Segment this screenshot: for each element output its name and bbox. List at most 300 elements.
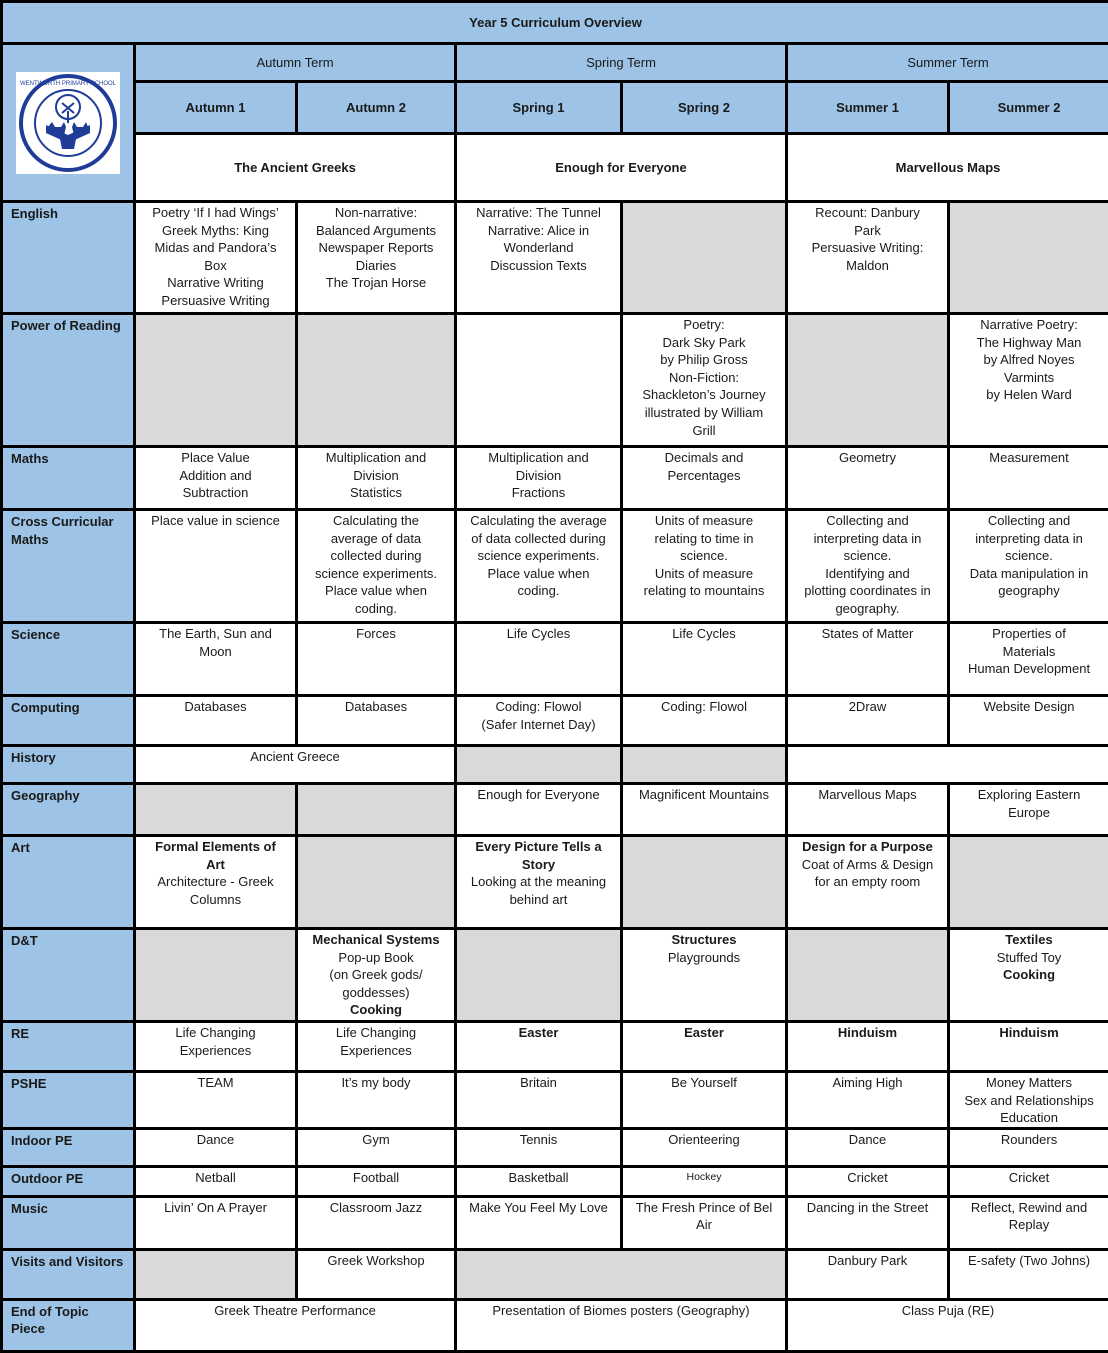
cell-line: Units of measure — [627, 565, 781, 583]
content-cell — [456, 314, 622, 447]
school-crest-icon — [18, 73, 118, 173]
content-cell — [622, 447, 787, 510]
content-cell — [135, 1166, 297, 1196]
subject-label: Computing — [2, 696, 135, 746]
cell-line: coding. — [302, 600, 450, 618]
cell-line: Balanced Arguments — [302, 222, 450, 240]
subject-row — [2, 202, 1108, 314]
cell-line: Division — [302, 467, 450, 485]
cell-line: Poetry ‘If I had Wings’ — [140, 204, 291, 222]
subject-label: English — [2, 202, 135, 314]
content-cell — [622, 510, 787, 623]
empty-cell — [622, 836, 787, 929]
content-cell — [787, 447, 949, 510]
cell-line: Education — [954, 1109, 1104, 1127]
content-cell — [135, 1128, 297, 1166]
cell-line: Place Value — [140, 449, 291, 467]
cell-line: Calculating the average — [461, 512, 616, 530]
content-cell — [949, 1022, 1108, 1072]
subject-row — [2, 1299, 1108, 1351]
cell-line: Architecture - Greek — [140, 873, 291, 891]
content-cell — [949, 447, 1108, 510]
cell-line: geography. — [792, 600, 943, 618]
content-cell — [787, 1249, 949, 1299]
content-cell — [297, 1249, 456, 1299]
empty-cell — [135, 314, 297, 447]
cell-line: Narrative: Alice in — [461, 222, 616, 240]
empty-cell — [456, 746, 622, 784]
cell-line: Marvellous Maps — [792, 786, 943, 804]
cell-line: Addition and — [140, 467, 291, 485]
subject-row — [2, 447, 1108, 510]
content-cell — [456, 1072, 622, 1129]
content-cell — [622, 1022, 787, 1072]
cell-line: Cricket — [792, 1169, 943, 1187]
subject-label: History — [2, 746, 135, 784]
cell-line: science. — [954, 547, 1104, 565]
term-row — [2, 44, 1108, 82]
cell-line: Ancient Greece — [140, 748, 450, 766]
content-cell — [135, 696, 297, 746]
cell-line: Collecting and — [792, 512, 943, 530]
cell-line: Be Yourself — [627, 1074, 781, 1092]
content-cell — [787, 1128, 949, 1166]
cell-line: Experiences — [302, 1042, 450, 1060]
content-cell — [787, 784, 949, 836]
cell-line: by Alfred Noyes — [954, 351, 1104, 369]
cell-line: The Trojan Horse — [302, 274, 450, 292]
content-cell — [949, 696, 1108, 746]
empty-cell — [297, 784, 456, 836]
content-cell — [949, 623, 1108, 696]
svg-text:WENTWORTH PRIMARY SCHOOL: WENTWORTH PRIMARY SCHOOL — [20, 81, 117, 87]
cell-line: relating to mountains — [627, 582, 781, 600]
school-logo — [16, 72, 120, 174]
cell-line: Textiles — [954, 931, 1104, 949]
subject-row — [2, 1022, 1108, 1072]
topic-autumn: The Ancient Greeks — [135, 134, 456, 202]
cell-line: Varmints — [954, 369, 1104, 387]
cell-line: Park — [792, 222, 943, 240]
subject-row — [2, 929, 1108, 1022]
content-cell — [297, 1166, 456, 1196]
content-cell — [787, 202, 949, 314]
half-summer-1: Summer 1 — [787, 82, 949, 134]
cell-line: Mechanical Systems — [302, 931, 450, 949]
term-spring: Spring Term — [456, 44, 787, 82]
cell-line: Poetry: — [627, 316, 781, 334]
cell-line: Structures — [627, 931, 781, 949]
cell-line: The Fresh Prince of Bel — [627, 1199, 781, 1217]
cell-line: Rounders — [954, 1131, 1104, 1149]
content-cell — [787, 1196, 949, 1249]
cell-line: interpreting data in — [954, 530, 1104, 548]
cell-line: Greek Theatre Performance — [140, 1302, 450, 1320]
content-cell — [297, 929, 456, 1022]
empty-cell — [456, 1249, 787, 1299]
cell-line: Cooking — [302, 1001, 450, 1019]
content-cell — [622, 1128, 787, 1166]
cell-line: E-safety (Two Johns) — [954, 1252, 1104, 1270]
cell-line: plotting coordinates in — [792, 582, 943, 600]
content-cell — [949, 1249, 1108, 1299]
cell-line: Air — [627, 1216, 781, 1234]
content-cell — [135, 746, 456, 784]
cell-line: Multiplication and — [302, 449, 450, 467]
empty-cell — [297, 314, 456, 447]
cell-line: Europe — [954, 804, 1104, 822]
content-cell — [787, 1072, 949, 1129]
cell-line: Subtraction — [140, 484, 291, 502]
subject-label: End of Topic Piece — [2, 1299, 135, 1351]
content-cell — [456, 1166, 622, 1196]
content-cell — [787, 696, 949, 746]
content-cell — [622, 696, 787, 746]
cell-line: Measurement — [954, 449, 1104, 467]
cell-line: Life Changing — [140, 1024, 291, 1042]
cell-line: Cricket — [954, 1169, 1104, 1187]
content-cell — [456, 510, 622, 623]
cell-line: Decimals and — [627, 449, 781, 467]
empty-cell — [456, 929, 622, 1022]
empty-cell — [949, 202, 1108, 314]
content-cell — [622, 1072, 787, 1129]
term-summer: Summer Term — [787, 44, 1108, 82]
cell-line: Britain — [461, 1074, 616, 1092]
cell-line: average of data — [302, 530, 450, 548]
cell-line: Discussion Texts — [461, 257, 616, 275]
content-cell — [949, 784, 1108, 836]
cell-line: Hockey — [627, 1169, 781, 1187]
cell-line: Columns — [140, 891, 291, 909]
half-spring-1: Spring 1 — [456, 82, 622, 134]
cell-line: Narrative: The Tunnel — [461, 204, 616, 222]
subject-row — [2, 1072, 1108, 1129]
content-cell — [456, 1128, 622, 1166]
cell-line: Football — [302, 1169, 450, 1187]
content-cell — [297, 1072, 456, 1129]
content-cell — [622, 1166, 787, 1196]
cell-line: Materials — [954, 643, 1104, 661]
content-cell — [297, 623, 456, 696]
cell-line: Dark Sky Park — [627, 334, 781, 352]
cell-line: Newspaper Reports — [302, 239, 450, 257]
content-cell — [135, 447, 297, 510]
content-cell — [297, 1128, 456, 1166]
cell-line: Databases — [140, 698, 291, 716]
cell-line: Replay — [954, 1216, 1104, 1234]
subject-label: PSHE — [2, 1072, 135, 1129]
cell-line: Classroom Jazz — [302, 1199, 450, 1217]
cell-line: Dance — [792, 1131, 943, 1149]
cell-line: geography — [954, 582, 1104, 600]
cell-line: Narrative Poetry: — [954, 316, 1104, 334]
cell-line: The Highway Man — [954, 334, 1104, 352]
subject-row — [2, 623, 1108, 696]
content-cell — [297, 202, 456, 314]
cell-line: science experiments. — [461, 547, 616, 565]
cell-line: interpreting data in — [792, 530, 943, 548]
subject-label: Power of Reading — [2, 314, 135, 447]
empty-cell — [135, 1249, 297, 1299]
cell-line: by Philip Gross — [627, 351, 781, 369]
cell-line: TEAM — [140, 1074, 291, 1092]
empty-cell — [622, 202, 787, 314]
subject-label: Visits and Visitors — [2, 1249, 135, 1299]
cell-line: Orienteering — [627, 1131, 781, 1149]
content-cell — [456, 1196, 622, 1249]
cell-line: Maldon — [792, 257, 943, 275]
cell-line: Fractions — [461, 484, 616, 502]
subject-label: Science — [2, 623, 135, 696]
cell-line: Diaries — [302, 257, 450, 275]
cell-line: Recount: Danbury — [792, 204, 943, 222]
cell-line: collected during — [302, 547, 450, 565]
cell-line: Playgrounds — [627, 949, 781, 967]
subject-label: Geography — [2, 784, 135, 836]
half-term-row — [2, 82, 1108, 134]
empty-cell — [135, 784, 297, 836]
cell-line: Design for a Purpose — [792, 838, 943, 856]
term-autumn: Autumn Term — [135, 44, 456, 82]
cell-line: Persuasive Writing — [140, 292, 291, 310]
content-cell — [949, 1196, 1108, 1249]
content-cell — [949, 1166, 1108, 1196]
cell-line: Website Design — [954, 698, 1104, 716]
cell-line: Class Puja (RE) — [792, 1302, 1104, 1320]
cell-line: Sex and Relationships — [954, 1092, 1104, 1110]
cell-line: Non-Fiction: — [627, 369, 781, 387]
cell-line: Life Cycles — [627, 625, 781, 643]
cell-line: Easter — [627, 1024, 781, 1042]
content-cell — [787, 746, 1108, 784]
cell-line: Wonderland — [461, 239, 616, 257]
subject-label: Music — [2, 1196, 135, 1249]
cell-line: Hinduism — [792, 1024, 943, 1042]
half-autumn-1: Autumn 1 — [135, 82, 297, 134]
cell-line: (on Greek gods/ — [302, 966, 450, 984]
content-cell — [135, 1072, 297, 1129]
content-cell — [456, 784, 622, 836]
content-cell — [787, 1166, 949, 1196]
cell-line: Grill — [627, 422, 781, 440]
cell-line: It’s my body — [302, 1074, 450, 1092]
cell-line: Place value in science — [140, 512, 291, 530]
content-cell — [135, 836, 297, 929]
content-cell — [456, 1022, 622, 1072]
cell-line: Dancing in the Street — [792, 1199, 943, 1217]
subject-label: Cross Curricular Maths — [2, 510, 135, 623]
content-cell — [787, 510, 949, 623]
content-cell — [949, 314, 1108, 447]
content-cell — [949, 929, 1108, 1022]
title-row — [2, 2, 1108, 44]
cell-line: science experiments. — [302, 565, 450, 583]
cell-line: Life Changing — [302, 1024, 450, 1042]
cell-line: Enough for Everyone — [461, 786, 616, 804]
subject-row — [2, 314, 1108, 447]
subject-row — [2, 1249, 1108, 1299]
cell-line: relating to time in — [627, 530, 781, 548]
content-cell — [456, 836, 622, 929]
subject-row — [2, 1166, 1108, 1196]
content-cell — [456, 623, 622, 696]
cell-line: goddesses) — [302, 984, 450, 1002]
cell-line: Units of measure — [627, 512, 781, 530]
cell-line: Statistics — [302, 484, 450, 502]
cell-line: The Earth, Sun and — [140, 625, 291, 643]
subject-row — [2, 836, 1108, 929]
content-cell — [949, 1072, 1108, 1129]
cell-line: for an empty room — [792, 873, 943, 891]
cell-line: Division — [461, 467, 616, 485]
subject-row — [2, 1196, 1108, 1249]
empty-cell — [787, 314, 949, 447]
cell-line: (Safer Internet Day) — [461, 716, 616, 734]
content-cell — [622, 929, 787, 1022]
half-spring-2: Spring 2 — [622, 82, 787, 134]
content-cell — [456, 696, 622, 746]
cell-line: Multiplication and — [461, 449, 616, 467]
topic-summer: Marvellous Maps — [787, 134, 1108, 202]
cell-line: science. — [627, 547, 781, 565]
cell-line: Basketball — [461, 1169, 616, 1187]
subject-row — [2, 746, 1108, 784]
cell-line: science. — [792, 547, 943, 565]
content-cell — [135, 510, 297, 623]
cell-line: Properties of — [954, 625, 1104, 643]
cell-line: of data collected during — [461, 530, 616, 548]
cell-line: Coding: Flowol — [461, 698, 616, 716]
content-cell — [297, 1022, 456, 1072]
empty-cell — [135, 929, 297, 1022]
cell-line: Stuffed Toy — [954, 949, 1104, 967]
content-cell — [297, 447, 456, 510]
cell-line: Presentation of Biomes posters (Geography) — [461, 1302, 781, 1320]
cell-line: Magnificent Mountains — [627, 786, 781, 804]
subject-label: RE — [2, 1022, 135, 1072]
logo-cell — [2, 44, 135, 202]
cell-line: Exploring Eastern — [954, 786, 1104, 804]
subject-row — [2, 696, 1108, 746]
content-cell — [297, 510, 456, 623]
cell-line: Tennis — [461, 1131, 616, 1149]
empty-cell — [949, 836, 1108, 929]
content-cell — [456, 1299, 787, 1351]
half-summer-2: Summer 2 — [949, 82, 1108, 134]
content-cell — [622, 784, 787, 836]
cell-line: Gym — [302, 1131, 450, 1149]
content-cell — [297, 696, 456, 746]
cell-line: Aiming High — [792, 1074, 943, 1092]
cell-line: Hinduism — [954, 1024, 1104, 1042]
cell-line: 2Draw — [792, 698, 943, 716]
cell-line: Geometry — [792, 449, 943, 467]
cell-line: States of Matter — [792, 625, 943, 643]
cell-line: Every Picture Tells a — [461, 838, 616, 856]
cell-line: Narrative Writing — [140, 274, 291, 292]
content-cell — [622, 314, 787, 447]
subject-row — [2, 784, 1108, 836]
cell-line: Databases — [302, 698, 450, 716]
subject-row — [2, 1128, 1108, 1166]
empty-cell — [787, 929, 949, 1022]
cell-line: Make You Feel My Love — [461, 1199, 616, 1217]
subject-label: Indoor PE — [2, 1128, 135, 1166]
cell-line: Netball — [140, 1169, 291, 1187]
cell-line: Non-narrative: — [302, 204, 450, 222]
cell-line: Livin’ On A Prayer — [140, 1199, 291, 1217]
cell-line: Shackleton’s Journey — [627, 386, 781, 404]
cell-line: Coat of Arms & Design — [792, 856, 943, 874]
topic-row — [2, 134, 1108, 202]
content-cell — [135, 1299, 456, 1351]
content-cell — [949, 510, 1108, 623]
cell-line: Cooking — [954, 966, 1104, 984]
cell-line: Identifying and — [792, 565, 943, 583]
cell-line: Place value when — [461, 565, 616, 583]
cell-line: Human Development — [954, 660, 1104, 678]
cell-line: illustrated by William — [627, 404, 781, 422]
cell-line: Greek Myths: King — [140, 222, 291, 240]
cell-line: Coding: Flowol — [627, 698, 781, 716]
content-cell — [949, 1128, 1108, 1166]
cell-line: Danbury Park — [792, 1252, 943, 1270]
content-cell — [787, 1299, 1108, 1351]
cell-line: Story — [461, 856, 616, 874]
subject-label: D&T — [2, 929, 135, 1022]
cell-line: Looking at the meaning — [461, 873, 616, 891]
cell-line: Box — [140, 257, 291, 275]
cell-line: coding. — [461, 582, 616, 600]
cell-line: Moon — [140, 643, 291, 661]
subject-label: Outdoor PE — [2, 1166, 135, 1196]
page-title: Year 5 Curriculum Overview — [2, 2, 1108, 44]
cell-line: Life Cycles — [461, 625, 616, 643]
content-cell — [787, 623, 949, 696]
cell-line: Art — [140, 856, 291, 874]
cell-line: by Helen Ward — [954, 386, 1104, 404]
subject-label: Art — [2, 836, 135, 929]
content-cell — [135, 623, 297, 696]
cell-line: Place value when — [302, 582, 450, 600]
content-cell — [297, 1196, 456, 1249]
cell-line: Collecting and — [954, 512, 1104, 530]
content-cell — [456, 202, 622, 314]
cell-line: Experiences — [140, 1042, 291, 1060]
cell-line: Greek Workshop — [302, 1252, 450, 1270]
content-cell — [135, 202, 297, 314]
empty-cell — [622, 746, 787, 784]
topic-spring: Enough for Everyone — [456, 134, 787, 202]
content-cell — [787, 836, 949, 929]
cell-line: Data manipulation in — [954, 565, 1104, 583]
subject-row — [2, 510, 1108, 623]
content-cell — [787, 1022, 949, 1072]
subject-label: Maths — [2, 447, 135, 510]
cell-line: behind art — [461, 891, 616, 909]
content-cell — [135, 1196, 297, 1249]
cell-line: Midas and Pandora’s — [140, 239, 291, 257]
cell-line: Formal Elements of — [140, 838, 291, 856]
cell-line: Calculating the — [302, 512, 450, 530]
content-cell — [135, 1022, 297, 1072]
cell-line: Percentages — [627, 467, 781, 485]
half-autumn-2: Autumn 2 — [297, 82, 456, 134]
content-cell — [622, 623, 787, 696]
content-cell — [456, 447, 622, 510]
cell-line: Persuasive Writing: — [792, 239, 943, 257]
